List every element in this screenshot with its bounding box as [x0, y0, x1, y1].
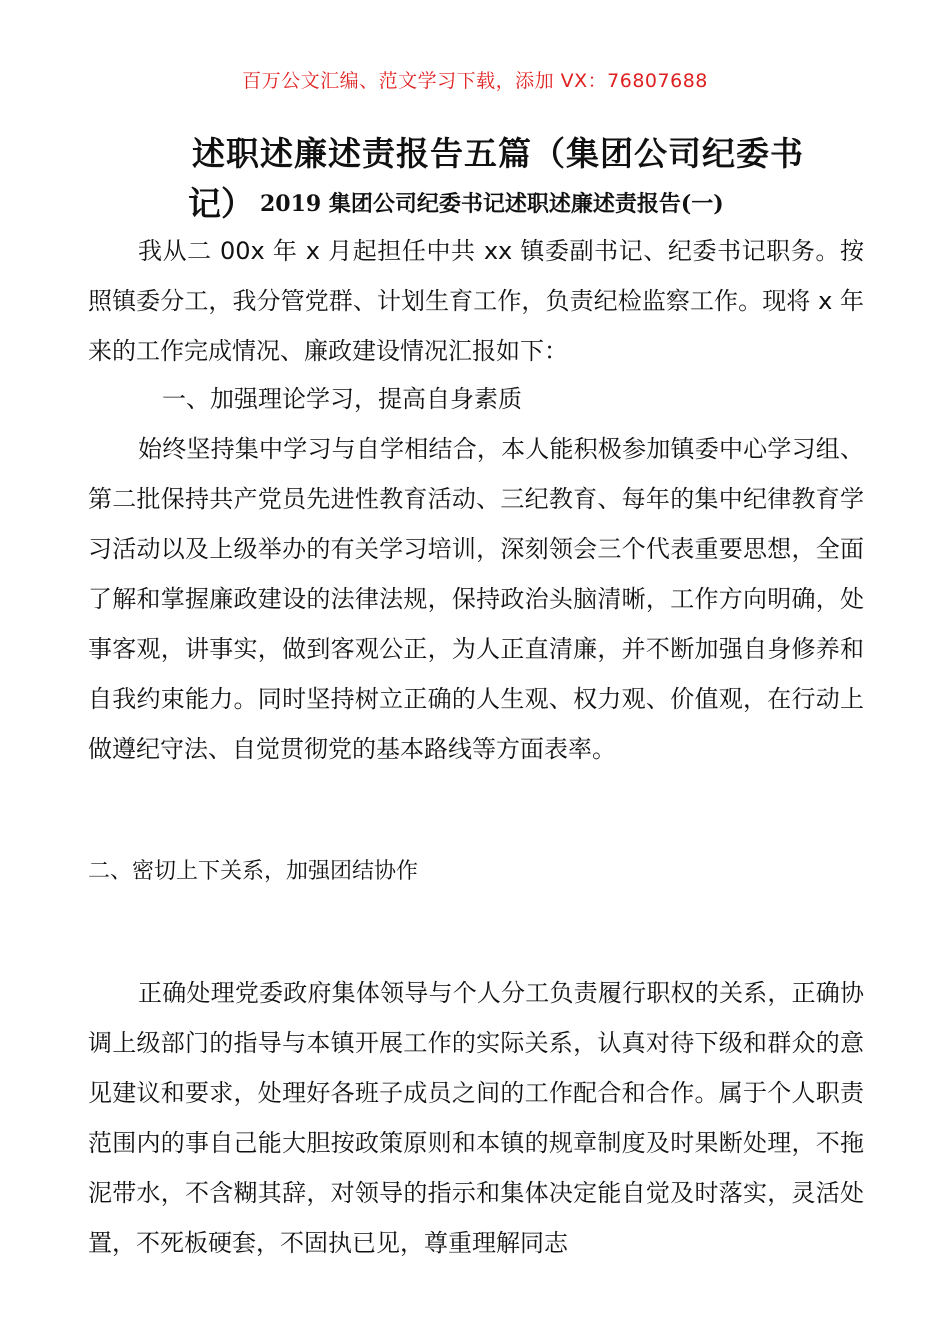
header-watermark-note: 百万公文汇编、范文学习下载，添加 VX：76807688 [242, 70, 708, 92]
paragraph-intro: 我从二 00x 年 x 月起担任中共 xx 镇委副书记、纪委书记职务。按照镇委分工，我分管党群、计划生育工作，负责纪检监察工作。现将 x 年来的工作完成情况、廉政建设情况汇报如下： [88, 237, 864, 365]
section-heading-2: 二、密切上下关系，加强团结协作 [88, 859, 419, 884]
document-title-line2-main: 记） [188, 184, 254, 223]
document-subtitle: 2019 集团公司纪委书记述职述廉述责报告(一) [260, 191, 724, 217]
document-title-line2 [188, 178, 724, 225]
section-heading-1: 一、加强理论学习，提高自身素质 [162, 385, 522, 413]
paragraph-section-2: 正确处理党委政府集体领导与个人分工负责履行职权的关系，正确协调上级部门的指导与本镇开展工作的实际关系，认真对待下级和群众的意见建议和要求，处理好各班子成员之间的工作配合和合作。属于个人职责范围内的事自己能大胆按政策原则和本镇的规章制度及时果断处理，不拖泥带水，不含糊其辞，对领导的指示和集体决定能自觉及时落实，灵活处置，不死板硬套，不固执已见，尊重理解同志 [88, 979, 864, 1257]
paragraph-section-1: 始终坚持集中学习与自学相结合，本人能积极参加镇委中心学习组、第二批保持共产党员先进性教育活动、三纪教育、每年的集中纪律教育学习活动以及上级举办的有关学习培训，深刻领会三个代表重要思想，全面了解和掌握廉政建设的法律法规，保持政治头脑清晰，工作方向明确，处事客观，讲事实，做到客观公正，为人正直清廉，并不断加强自身修养和自我约束能力。同时坚持树立正确的人生观、权力观、价值观，在行动上做遵纪守法、自觉贯彻党的基本路线等方面表率。 [88, 435, 864, 763]
document-title-line1: 述职述廉述责报告五篇（集团公司纪委书 [192, 134, 804, 173]
